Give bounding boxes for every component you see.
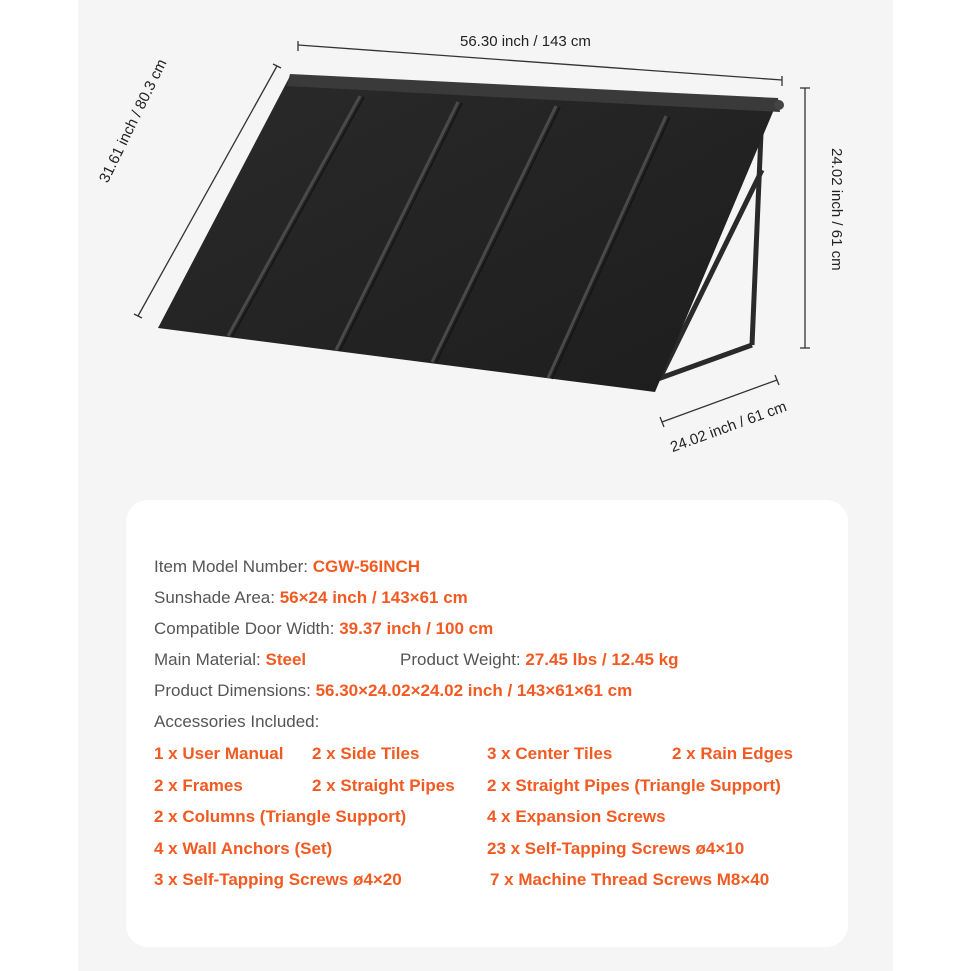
- model-row: [154, 557, 420, 577]
- material-value: Steel: [265, 650, 307, 669]
- accessory-item: 2 x Columns (Triangle Support): [154, 807, 407, 826]
- weight-value: 27.45 lbs / 12.45 kg: [525, 650, 679, 669]
- specs-card: [126, 500, 848, 947]
- model-value: CGW-56INCH: [312, 557, 421, 576]
- accessory-item: 7 x Machine Thread Screws M8×40: [490, 870, 770, 889]
- depth-dimension-left: 31.61 inch / 80.3 cm: [96, 56, 171, 186]
- area-label: Sunshade Area:: [154, 588, 280, 607]
- accessory-item: 23 x Self-Tapping Screws ø4×10: [487, 839, 745, 858]
- depth-dimension-bottom: 24.02 inch / 61 cm: [668, 398, 790, 456]
- width-dimension: 56.30 inch / 143 cm: [460, 33, 591, 50]
- door-row: [154, 619, 493, 639]
- accessory-item: 4 x Wall Anchors (Set): [154, 839, 333, 858]
- height-dimension: 24.02 inch / 61 cm: [828, 148, 845, 271]
- material-label: Main Material:: [154, 650, 266, 669]
- accessory-item: 2 x Straight Pipes (Triangle Support): [487, 776, 781, 795]
- door-value: 39.37 inch / 100 cm: [339, 619, 494, 638]
- door-label: Compatible Door Width:: [154, 619, 340, 638]
- accessories-label: Accessories Included:: [154, 712, 320, 731]
- weight-label: Product Weight:: [400, 650, 526, 669]
- accessory-item: 2 x Rain Edges: [672, 744, 793, 763]
- accessory-item: 2 x Side Tiles: [312, 744, 420, 763]
- model-label: Item Model Number:: [154, 557, 313, 576]
- accessory-item: 3 x Center Tiles: [487, 744, 613, 763]
- dims-row: [154, 681, 632, 701]
- roof-panel: [158, 76, 778, 392]
- accessory-item: 2 x Frames: [154, 776, 243, 795]
- accessory-item: 2 x Straight Pipes: [312, 776, 455, 795]
- weight-row: [400, 650, 678, 670]
- product-illustration: [0, 0, 970, 480]
- area-row: [154, 588, 468, 608]
- awning-drawing: [0, 0, 970, 480]
- accessory-item: 4 x Expansion Screws: [487, 807, 666, 826]
- accessory-item: 1 x User Manual: [154, 744, 284, 763]
- material-row: [154, 650, 306, 670]
- dims-label: Product Dimensions:: [154, 681, 316, 700]
- accessory-item: 3 x Self-Tapping Screws ø4×20: [154, 870, 402, 889]
- area-value: 56×24 inch / 143×61 cm: [279, 588, 468, 607]
- dims-value: 56.30×24.02×24.02 inch / 143×61×61 cm: [315, 681, 633, 700]
